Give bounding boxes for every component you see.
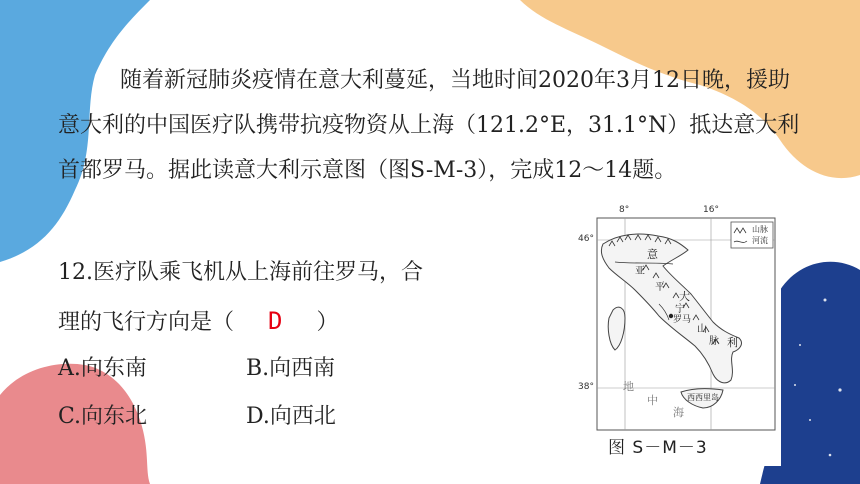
label-ya: 亚 — [635, 266, 645, 277]
sardinia — [608, 307, 625, 350]
option-a: A.向东南 — [58, 356, 147, 381]
map-caption: 图 S－M－3 — [608, 438, 708, 458]
legend-mountain: 山脉 — [752, 225, 768, 234]
option-d: D.向西北 — [246, 404, 336, 429]
italy-map — [563, 204, 781, 466]
lat-label-38: 38° — [578, 382, 594, 392]
lon-label-16: 16° — [703, 205, 719, 215]
option-c: C.向东北 — [58, 404, 148, 429]
label-di: 地 — [623, 380, 634, 393]
label-ping: 平 — [655, 282, 665, 293]
label-li: 利 — [727, 336, 738, 349]
option-b: B.向西南 — [246, 356, 336, 381]
label-yi: 意 — [647, 248, 658, 261]
answer-mark: D — [268, 307, 283, 335]
label-mai: 脉 — [709, 336, 719, 347]
question-12-line1: 12.医疗队乘飞机从上海前往罗马，合 — [58, 260, 423, 285]
label-rome: 罗马 — [673, 315, 692, 325]
label-da: 大 — [679, 290, 690, 303]
lon-label-8: 8° — [619, 205, 630, 215]
intro-paragraph: 随着新冠肺炎疫情在意大利蔓延，当地时间2020年3月12日晚，援助意大利的中国医疗队携带抗疫物资从上海（121.2°E，31.1°N）抵达意大利首都罗马。据此读意大利示意图（图S-M-3），完成12～14题。 — [58, 68, 800, 183]
label-sicily: 西西里岛 — [687, 393, 719, 402]
lat-label-46: 46° — [578, 234, 594, 244]
label-zhong: 中 — [647, 394, 658, 407]
label-hai: 海 — [673, 406, 684, 419]
label-ning: 宁 — [675, 304, 685, 315]
legend-river: 河流 — [752, 236, 768, 245]
question-12-line2: 理的飞行方向是（ D ） — [58, 307, 339, 335]
label-shan: 山 — [697, 324, 707, 335]
